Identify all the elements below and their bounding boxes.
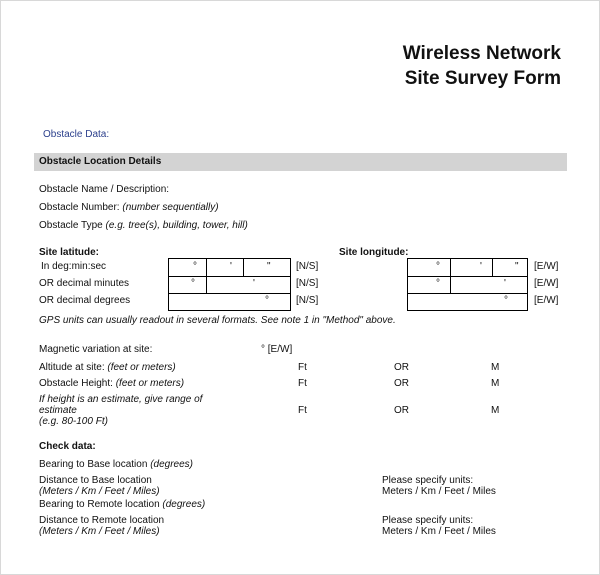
base-specify-units-line-2: Meters / Km / Feet / Miles (382, 486, 496, 497)
lat-dms-deg-symbol: ° (193, 261, 197, 272)
height-m: M (491, 378, 500, 389)
distance-base-line-2: (Meters / Km / Feet / Miles) (39, 486, 160, 497)
latitude-heading: Site latitude: (39, 247, 100, 258)
obstacle-name-label: Obstacle Name / Description: (39, 184, 170, 195)
obstacle-number-hint: (number sequentially) (122, 202, 219, 213)
lon-dms-sec-symbol: " (515, 261, 519, 272)
latitude-row-decmin: OR decimal minutes (39, 278, 130, 289)
altitude-ft: Ft (298, 362, 307, 373)
bearing-base-label: Bearing to Base location (39, 459, 148, 470)
estimate-m: M (491, 405, 500, 416)
bearing-remote-label: Bearing to Remote location (39, 499, 160, 510)
estimate-note-line-3: (e.g. 80-100 Ft) (39, 416, 108, 427)
height-row (39, 378, 184, 390)
height-or: OR (394, 378, 409, 389)
title-line-2: Site Survey Form (404, 68, 561, 89)
altitude-m: M (491, 362, 500, 373)
lon-dm-min-symbol: ' (504, 278, 506, 289)
longitude-unit-2: [E/W] (534, 278, 559, 289)
estimate-ft: Ft (298, 405, 307, 416)
lat-dms-sec-symbol: " (267, 261, 271, 272)
estimate-or: OR (394, 405, 409, 416)
lat-dm-min-symbol: ' (253, 278, 255, 289)
longitude-heading: Site longitude: (339, 247, 409, 258)
obstacle-type-row (39, 220, 248, 232)
lon-dd-deg-symbol: ° (504, 295, 508, 306)
obstacle-type-hint: (e.g. tree(s), building, tower, hill) (105, 220, 248, 231)
magnetic-unit: ° [E/W] (261, 344, 293, 355)
section-title: Obstacle Location Details (39, 156, 162, 167)
latitude-unit-2: [N/S] (296, 278, 319, 289)
bearing-base-row (39, 459, 193, 471)
longitude-unit-3: [E/W] (534, 295, 559, 306)
remote-specify-units-line-2: Meters / Km / Feet / Miles (382, 526, 496, 537)
estimate-note-line-1: If height is an estimate, give range of (39, 394, 203, 405)
lat-dm-deg-symbol: ° (191, 278, 195, 289)
bearing-remote-row (39, 499, 205, 511)
gps-note: GPS units can usually readout in several formats. See note 1 in "Method" above. (39, 315, 396, 326)
check-data-heading: Check data: (39, 441, 96, 452)
lat-dd-deg-symbol: ° (265, 295, 269, 306)
obstacle-type-label: Obstacle Type (39, 220, 103, 231)
bearing-base-hint: (degrees) (150, 459, 193, 470)
estimate-note-line-2: estimate (39, 405, 77, 416)
latitude-unit-3: [N/S] (296, 295, 319, 306)
lat-dms-min-symbol: ' (230, 261, 232, 272)
distance-base-line-1: Distance to Base location (39, 475, 152, 486)
remote-specify-units-line-1: Please specify units: (382, 515, 474, 526)
lon-dms-deg-symbol: ° (436, 261, 440, 272)
height-ft: Ft (298, 378, 307, 389)
latitude-row-decdeg: OR decimal degrees (39, 295, 131, 306)
obstacle-data-label: Obstacle Data: (43, 129, 110, 140)
altitude-label: Altitude at site: (39, 362, 105, 373)
obstacle-number-row (39, 202, 219, 214)
longitude-grid (407, 258, 528, 311)
height-label: Obstacle Height: (39, 378, 113, 389)
longitude-unit-1: [E/W] (534, 261, 559, 272)
lon-dm-deg-symbol: ° (436, 278, 440, 289)
latitude-unit-1: [N/S] (296, 261, 319, 272)
magnetic-label: Magnetic variation at site: (39, 344, 153, 355)
base-specify-units-line-1: Please specify units: (382, 475, 474, 486)
latitude-row-dms: In deg:min:sec (41, 261, 107, 272)
form-title (403, 41, 561, 91)
bearing-remote-hint: (degrees) (162, 499, 206, 510)
latitude-grid (168, 258, 291, 311)
distance-remote-line-1: Distance to Remote location (39, 515, 165, 526)
distance-remote-line-2: (Meters / Km / Feet / Miles) (39, 526, 160, 537)
altitude-hint: (feet or meters) (107, 362, 176, 373)
altitude-row (39, 362, 176, 374)
height-hint: (feet or meters) (115, 378, 185, 389)
lon-dms-min-symbol: ' (480, 261, 482, 272)
altitude-or: OR (394, 362, 409, 373)
title-line-1: Wireless Network (402, 43, 561, 64)
obstacle-number-label: Obstacle Number: (39, 202, 120, 213)
